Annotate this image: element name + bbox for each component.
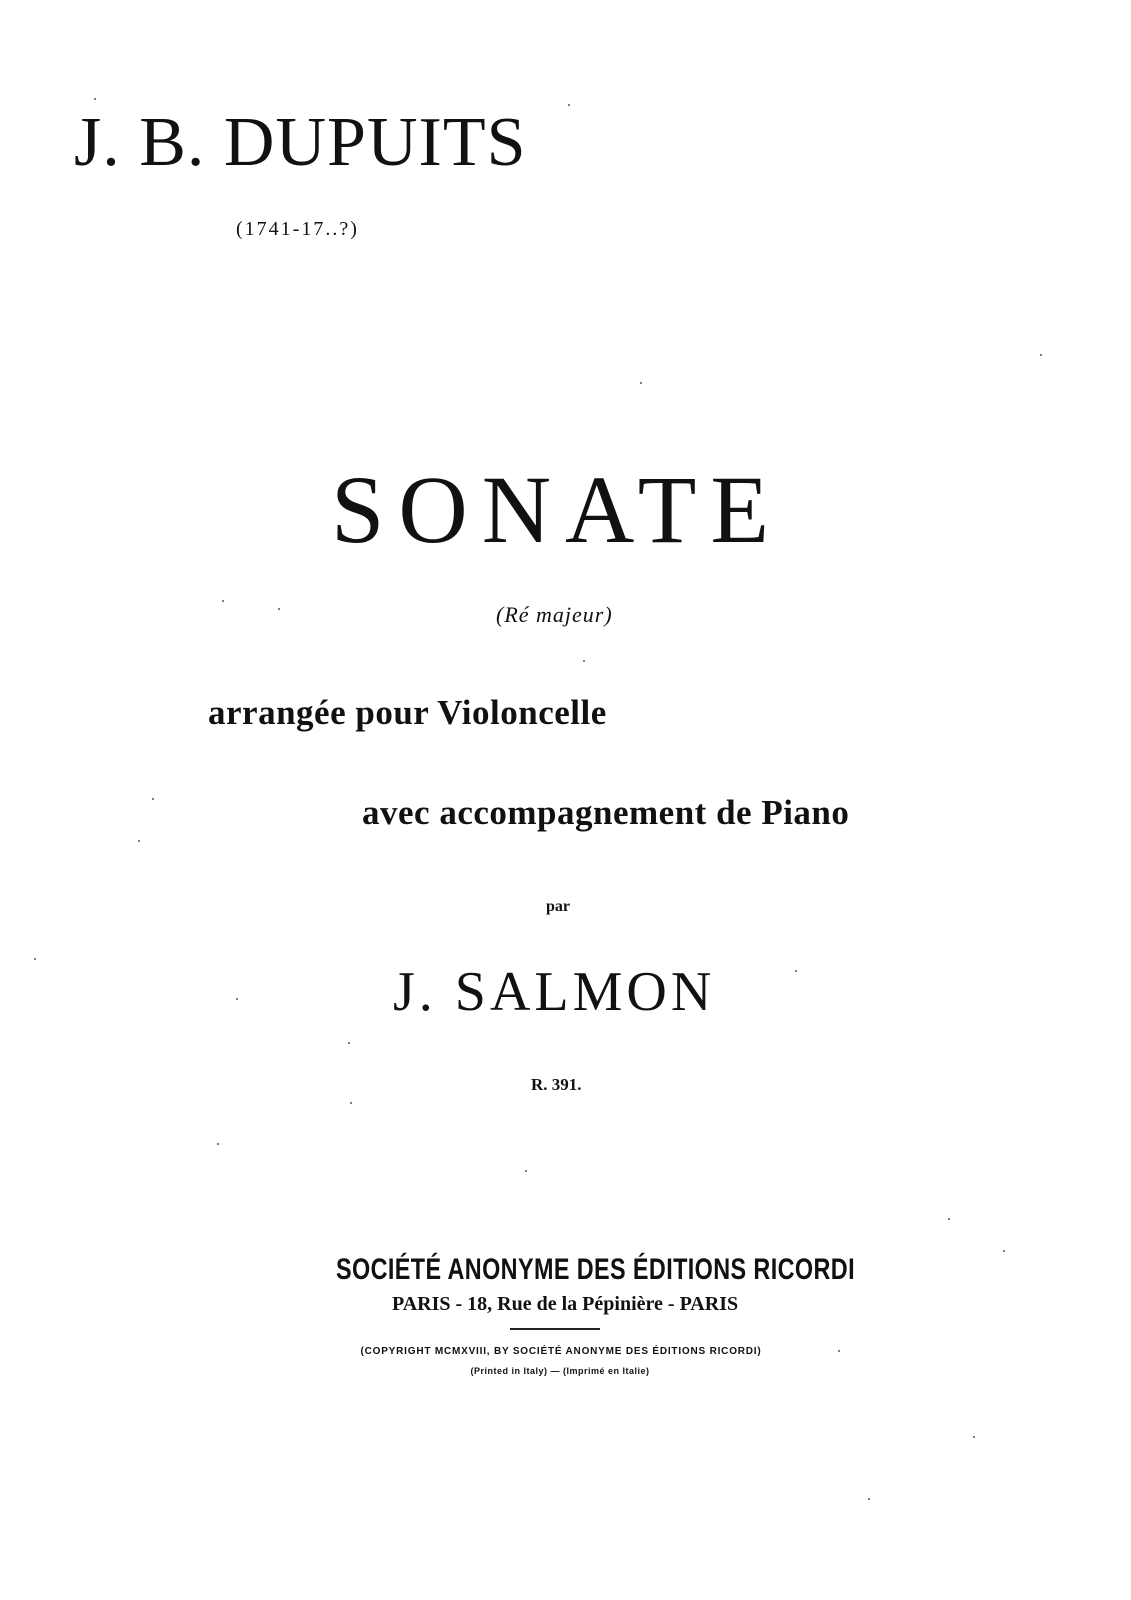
publisher-name: SOCIÉTÉ ANONYME DES ÉDITIONS RICORDI [336,1253,855,1286]
scan-speck [278,608,280,610]
scan-speck [525,1170,527,1172]
arrangement-line-1: arrangée pour Violoncelle [208,693,607,732]
scan-speck [1003,1250,1005,1252]
scan-speck [795,970,797,972]
scan-speck [236,998,238,1000]
scan-speck [948,1218,950,1220]
arrangement-line-2: avec accompagnement de Piano [362,793,850,832]
publisher-address: PARIS - 18, Rue de la Pépinière - PARIS [392,1293,739,1315]
scan-speck [868,1498,870,1500]
scan-speck [138,840,140,842]
scan-speck [1040,354,1042,356]
scan-speck [838,1350,840,1352]
work-title: SONATE [331,456,784,563]
by-label: par [546,898,570,915]
scan-speck [568,104,570,106]
composer-name: J. B. DUPUITS [74,104,527,181]
arranger-name: J. SALMON [393,961,716,1023]
divider-rule [510,1328,600,1330]
scan-speck [217,1143,219,1145]
scan-speck [152,798,154,800]
scan-speck [973,1436,975,1438]
scan-speck [348,1042,350,1044]
scan-speck [350,1102,352,1104]
scan-speck [94,98,96,100]
scan-speck [222,600,224,602]
scan-speck [583,660,585,662]
scan-speck [34,958,36,960]
copyright-notice: (COPYRIGHT MCMXVIII, BY SOCIÉTÉ ANONYME DES ÉDITIONS RICORDI) [360,1346,762,1357]
catalog-number: R. 391. [531,1075,582,1094]
work-key: (Ré majeur) [496,602,613,627]
composer-dates: (1741-17..?) [236,218,359,240]
scan-speck [640,382,642,384]
printed-notice: (Printed in Italy) — (Imprimé en Italie) [470,1366,650,1376]
